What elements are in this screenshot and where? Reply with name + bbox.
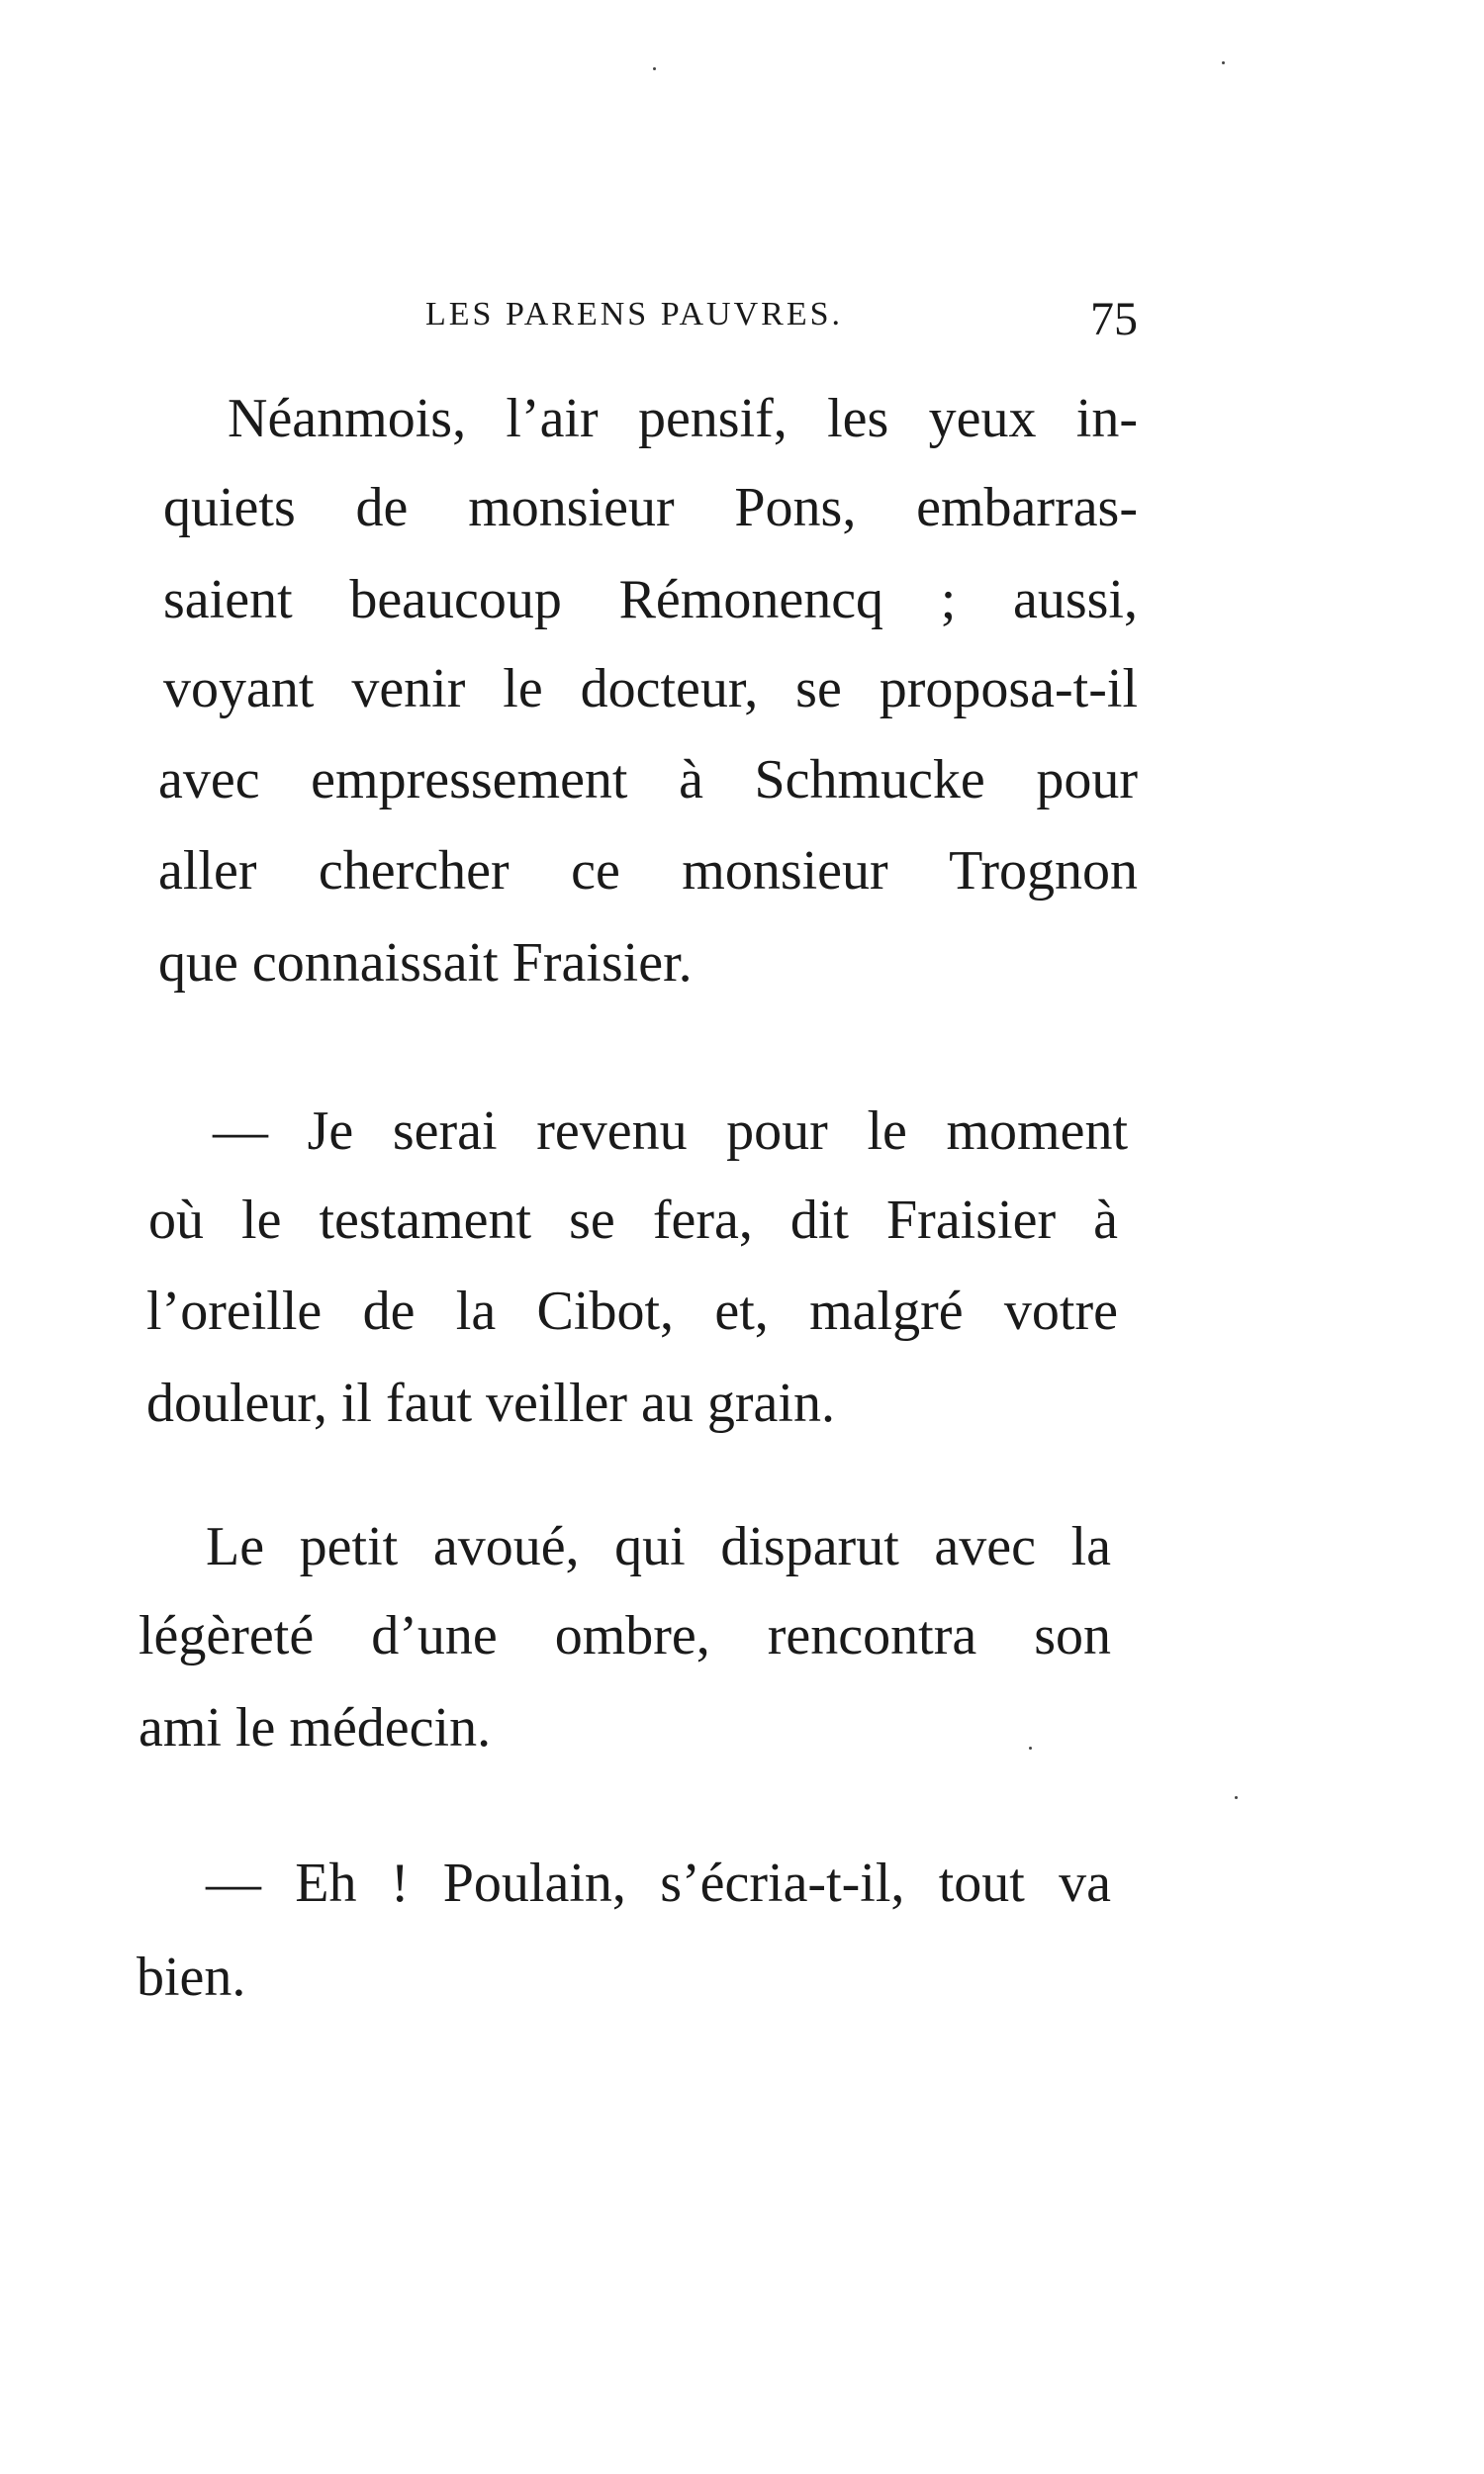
page-number: 75 (1090, 293, 1138, 345)
text-line: bien. (137, 1947, 246, 2008)
speck (1222, 61, 1225, 64)
speck (1235, 1796, 1238, 1799)
text-line: — Je serai revenu pour le moment (213, 1100, 1128, 1162)
text-line: l’oreille de la Cibot, et, malgré votre (146, 1281, 1118, 1342)
text-line: Néanmois, l’air pensif, les yeux in- (228, 388, 1138, 449)
text-line: — Eh ! Poulain, s’écria-t-il, tout va (206, 1853, 1111, 1914)
text-line: avec empressement à Schmucke pour (158, 749, 1138, 810)
text-line: aller chercher ce monsieur Trognon (158, 840, 1138, 902)
text-line: ami le médecin. (139, 1697, 492, 1759)
text-line: où le testament se fera, dit Fraisier à (148, 1189, 1118, 1251)
text-line: saient beaucoup Rémonencq ; aussi, (163, 569, 1138, 630)
text-line: que connaissait Fraisier. (158, 932, 693, 994)
text-line: Le petit avoué, qui disparut avec la (206, 1516, 1111, 1577)
speck (653, 67, 656, 70)
speck (1029, 1747, 1032, 1750)
text-line: douleur, il faut veiller au grain. (146, 1373, 835, 1434)
running-head (425, 292, 1138, 351)
text-line: voyant venir le docteur, se proposa-t-il (163, 658, 1138, 719)
text-line: quiets de monsieur Pons, embarras- (163, 477, 1138, 538)
running-title: LES PARENS PAUVRES. (425, 296, 844, 333)
text-line: légèreté d’une ombre, rencontra son (139, 1605, 1111, 1666)
